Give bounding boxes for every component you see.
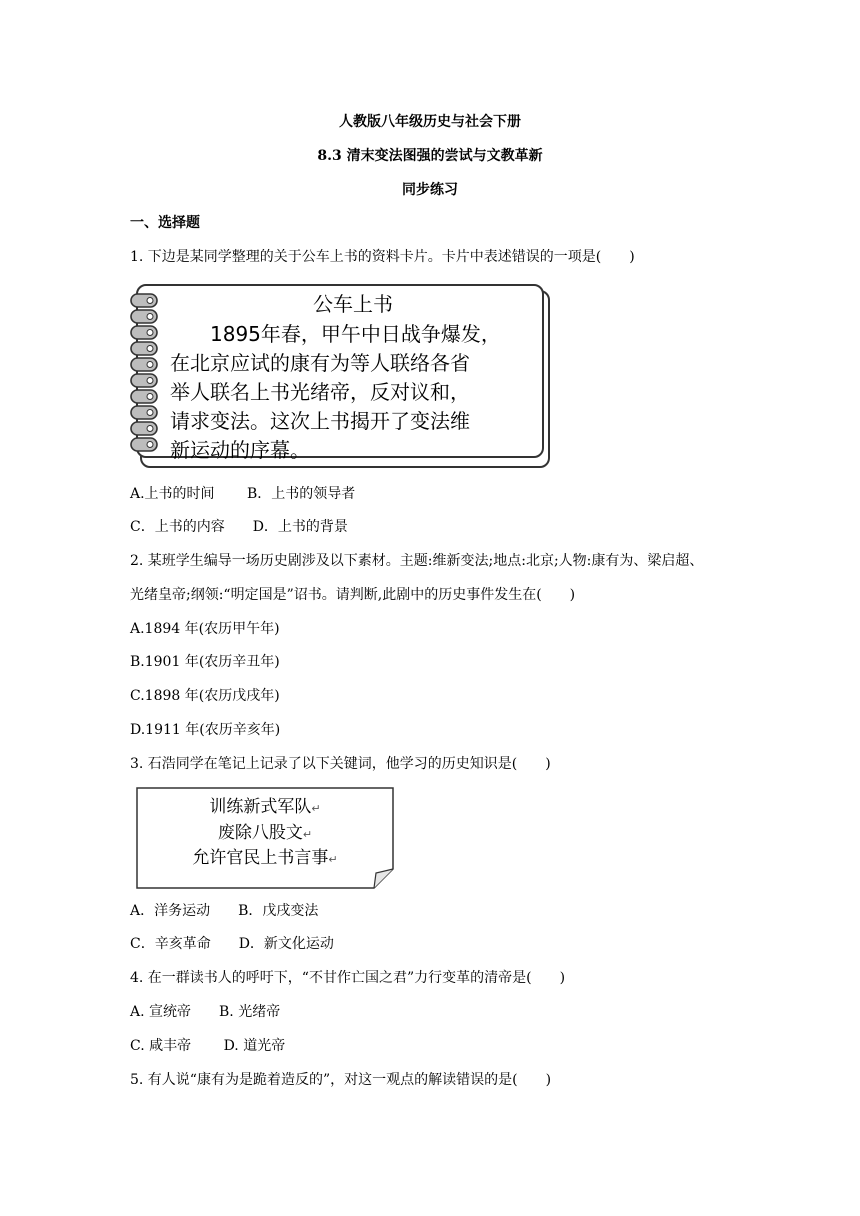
card-line: 在北京应试的康有为等人联络各省 [170, 351, 470, 375]
question-2-option-d: D.1911 年(农历辛亥年) [130, 722, 281, 738]
question-3-options-cd: C．辛亥革命 D．新文化运动 [130, 936, 334, 952]
question-1-stem: 1. 下边是某同学整理的关于公车上书的资料卡片。卡片中表述错误的一项是( ) [130, 249, 635, 265]
question-4-stem: 4. 在一群读书人的呼吁下，“不甘作亡国之君”力行变革的清帝是( ) [130, 970, 566, 986]
card-line: 请求变法。这次上书揭开了变法维 [170, 409, 470, 433]
note-card [128, 284, 550, 466]
question-3-stem: 3. 石浩同学在笔记上记录了以下关键词，他学习的历史知识是( ) [130, 756, 551, 772]
question-3-options-ab: A．洋务运动 B．戊戌变法 [130, 903, 319, 919]
keyword-box [136, 787, 394, 889]
card-line: 1895年春，甲午中日战争爆发， [170, 322, 501, 346]
question-2-option-b: B.1901 年(农历辛丑年) [130, 654, 280, 670]
section-heading: 一、选择题 [130, 215, 200, 231]
card-title: 公车上书 [313, 292, 393, 316]
card-text [170, 320, 542, 465]
keyword-line: 训练新式军队↵ [209, 797, 321, 817]
question-2-option-a: A.1894 年(农历甲午年) [130, 621, 280, 637]
question-1-options-ab: A.上书的时间 B．上书的领导者 [130, 486, 356, 502]
lesson-title: 8.3 清末变法图强的尝试与文教革新 [317, 148, 543, 164]
card-line: 举人联名上书光绪帝，反对议和， [170, 380, 470, 404]
keyword-line: 废除八股文↵ [217, 823, 313, 843]
question-5-stem: 5. 有人说“康有为是跪着造反的”，对这一观点的解读错误的是( ) [130, 1072, 552, 1088]
card-line: 新运动的序幕。 [170, 438, 310, 462]
keyword-line: 允许官民上书言事↵ [192, 848, 338, 868]
question-2-stem-line1: 2. 某班学生编导一场历史剧涉及以下素材。主题:维新变法;地点:北京;人物:康有为、梁启超、 [130, 553, 704, 569]
question-1-options-cd: C．上书的内容 D．上书的背景 [130, 519, 348, 535]
binder-rings-icon [128, 290, 162, 460]
question-2-stem-line2: 光绪皇帝;纲领:“明定国是”诏书。请判断,此剧中的历史事件发生在( ) [130, 587, 576, 603]
document-subtitle: 同步练习 [402, 182, 458, 198]
document-title: 人教版八年级历史与社会下册 [339, 114, 521, 130]
question-4-options-ab: A. 宣统帝 B. 光绪帝 [130, 1004, 281, 1020]
question-4-options-cd: C. 咸丰帝 D. 道光帝 [130, 1038, 286, 1054]
question-2-option-c: C.1898 年(农历戊戌年) [130, 688, 280, 704]
